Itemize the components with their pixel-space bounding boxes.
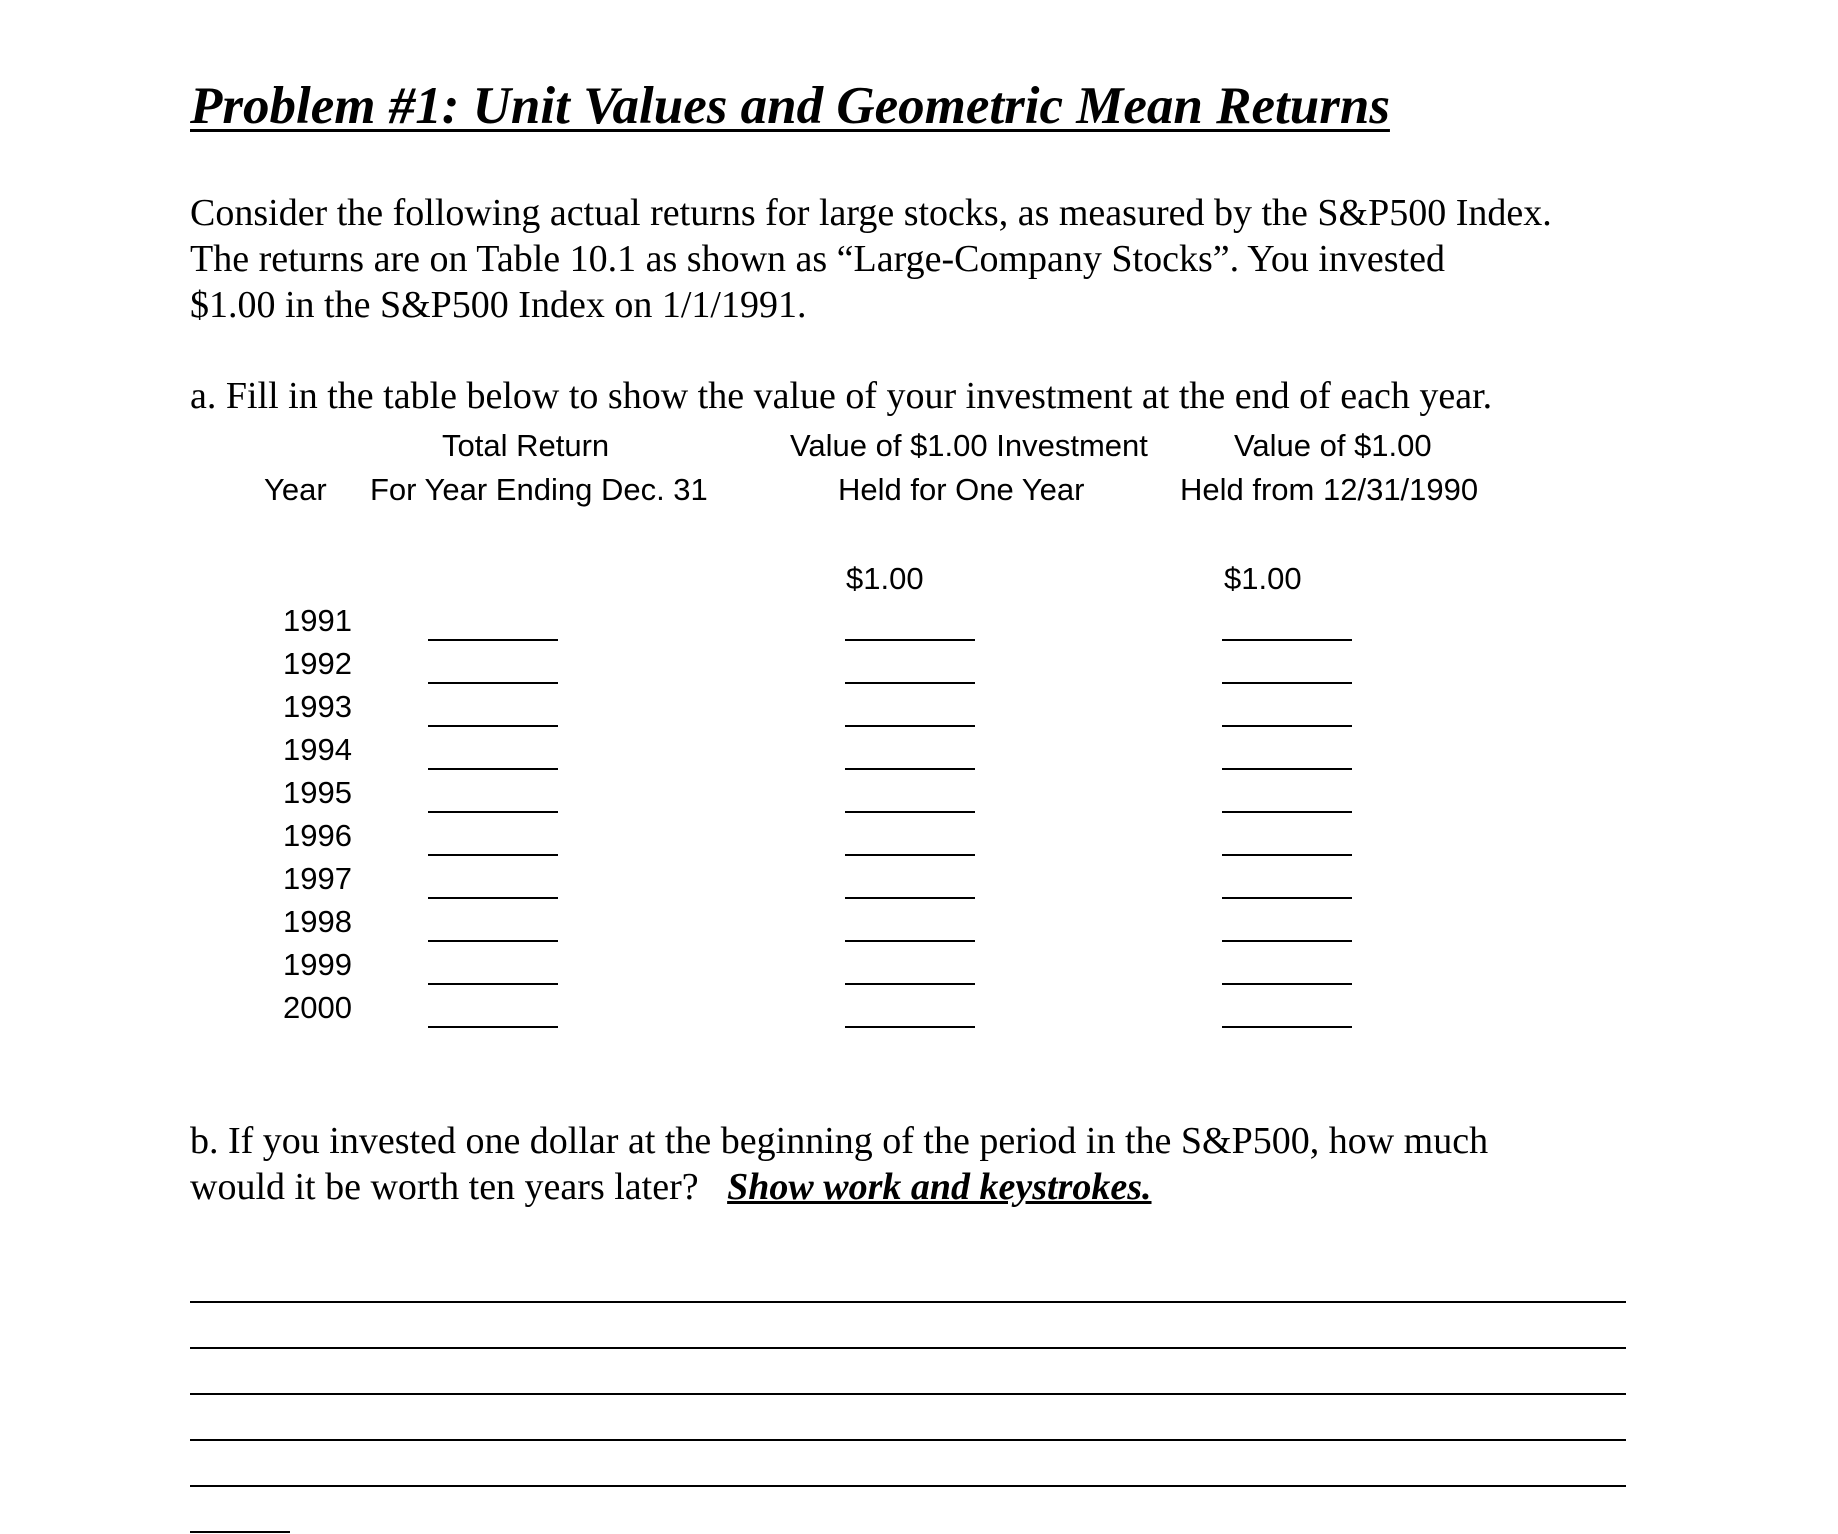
- year-label: 1991: [283, 603, 352, 638]
- initial-value-one-year: $1.00: [846, 561, 924, 596]
- question-b-line-2: [190, 1164, 1488, 1210]
- blank-value-cumulative[interactable]: [1222, 854, 1352, 856]
- answer-line[interactable]: [190, 1347, 1626, 1349]
- question-b: [190, 1118, 1488, 1210]
- blank-value-one-year[interactable]: [845, 725, 975, 727]
- header-total-return-line1: Total Return: [442, 428, 610, 463]
- year-label: 1992: [283, 646, 352, 681]
- blank-value-one-year[interactable]: [845, 983, 975, 985]
- blank-value-one-year[interactable]: [845, 897, 975, 899]
- intro-line-1: Consider the following actual returns for large stocks, as measured by the S&P500 Index.: [190, 192, 1552, 234]
- blank-total-return[interactable]: [428, 983, 558, 985]
- blank-value-one-year[interactable]: [845, 682, 975, 684]
- question-b-emphasis: Show work and keystrokes.: [727, 1166, 1152, 1208]
- blank-value-cumulative[interactable]: [1222, 811, 1352, 813]
- year-label: 1998: [283, 904, 352, 939]
- year-label: 2000: [283, 990, 352, 1025]
- intro-line-2: The returns are on Table 10.1 as shown as “Large-Company Stocks”. You invested: [190, 238, 1445, 280]
- blank-total-return[interactable]: [428, 639, 558, 641]
- blank-value-one-year[interactable]: [845, 854, 975, 856]
- blank-total-return[interactable]: [428, 768, 558, 770]
- blank-value-cumulative[interactable]: [1222, 1026, 1352, 1028]
- blank-value-cumulative[interactable]: [1222, 983, 1352, 985]
- blank-value-cumulative[interactable]: [1222, 725, 1352, 727]
- blank-value-one-year[interactable]: [845, 639, 975, 641]
- blank-total-return[interactable]: [428, 940, 558, 942]
- answer-line-short[interactable]: [190, 1531, 290, 1533]
- blank-value-one-year[interactable]: [845, 768, 975, 770]
- answer-line[interactable]: [190, 1393, 1626, 1395]
- blank-value-cumulative[interactable]: [1222, 897, 1352, 899]
- blank-value-one-year[interactable]: [845, 1026, 975, 1028]
- blank-total-return[interactable]: [428, 897, 558, 899]
- year-label: 1994: [283, 732, 352, 767]
- blank-total-return[interactable]: [428, 682, 558, 684]
- header-year: Year: [264, 472, 327, 507]
- answer-line[interactable]: [190, 1485, 1626, 1487]
- blank-total-return[interactable]: [428, 1026, 558, 1028]
- blank-total-return[interactable]: [428, 811, 558, 813]
- blank-total-return[interactable]: [428, 854, 558, 856]
- header-value-cumulative-line1: Value of $1.00: [1234, 428, 1432, 463]
- answer-line[interactable]: [190, 1301, 1626, 1303]
- year-label: 1993: [283, 689, 352, 724]
- blank-value-cumulative[interactable]: [1222, 639, 1352, 641]
- initial-value-cumulative: $1.00: [1224, 561, 1302, 596]
- blank-total-return[interactable]: [428, 725, 558, 727]
- header-value-one-year-line1: Value of $1.00 Investment: [790, 428, 1148, 463]
- year-label: 1995: [283, 775, 352, 810]
- blank-value-one-year[interactable]: [845, 811, 975, 813]
- header-value-one-year-line2: Held for One Year: [838, 472, 1085, 507]
- intro-line-3: $1.00 in the S&P500 Index on 1/1/1991.: [190, 284, 807, 326]
- question-a: a. Fill in the table below to show the value of your investment at the end of each year.: [190, 375, 1493, 417]
- header-total-return-line2: For Year Ending Dec. 31: [370, 472, 708, 507]
- blank-value-cumulative[interactable]: [1222, 940, 1352, 942]
- answer-line[interactable]: [190, 1439, 1626, 1441]
- blank-value-cumulative[interactable]: [1222, 768, 1352, 770]
- year-label: 1996: [283, 818, 352, 853]
- year-label: 1999: [283, 947, 352, 982]
- intro-paragraph: [190, 190, 1552, 328]
- header-value-cumulative-line2: Held from 12/31/1990: [1180, 472, 1479, 507]
- page-title: Problem #1: Unit Values and Geometric Mean Returns: [190, 77, 1390, 135]
- question-b-line-2-text: would it be worth ten years later?: [190, 1166, 728, 1208]
- blank-value-one-year[interactable]: [845, 940, 975, 942]
- year-label: 1997: [283, 861, 352, 896]
- question-b-line-1: b. If you invested one dollar at the beginning of the period in the S&P500, how much: [190, 1120, 1489, 1162]
- blank-value-cumulative[interactable]: [1222, 682, 1352, 684]
